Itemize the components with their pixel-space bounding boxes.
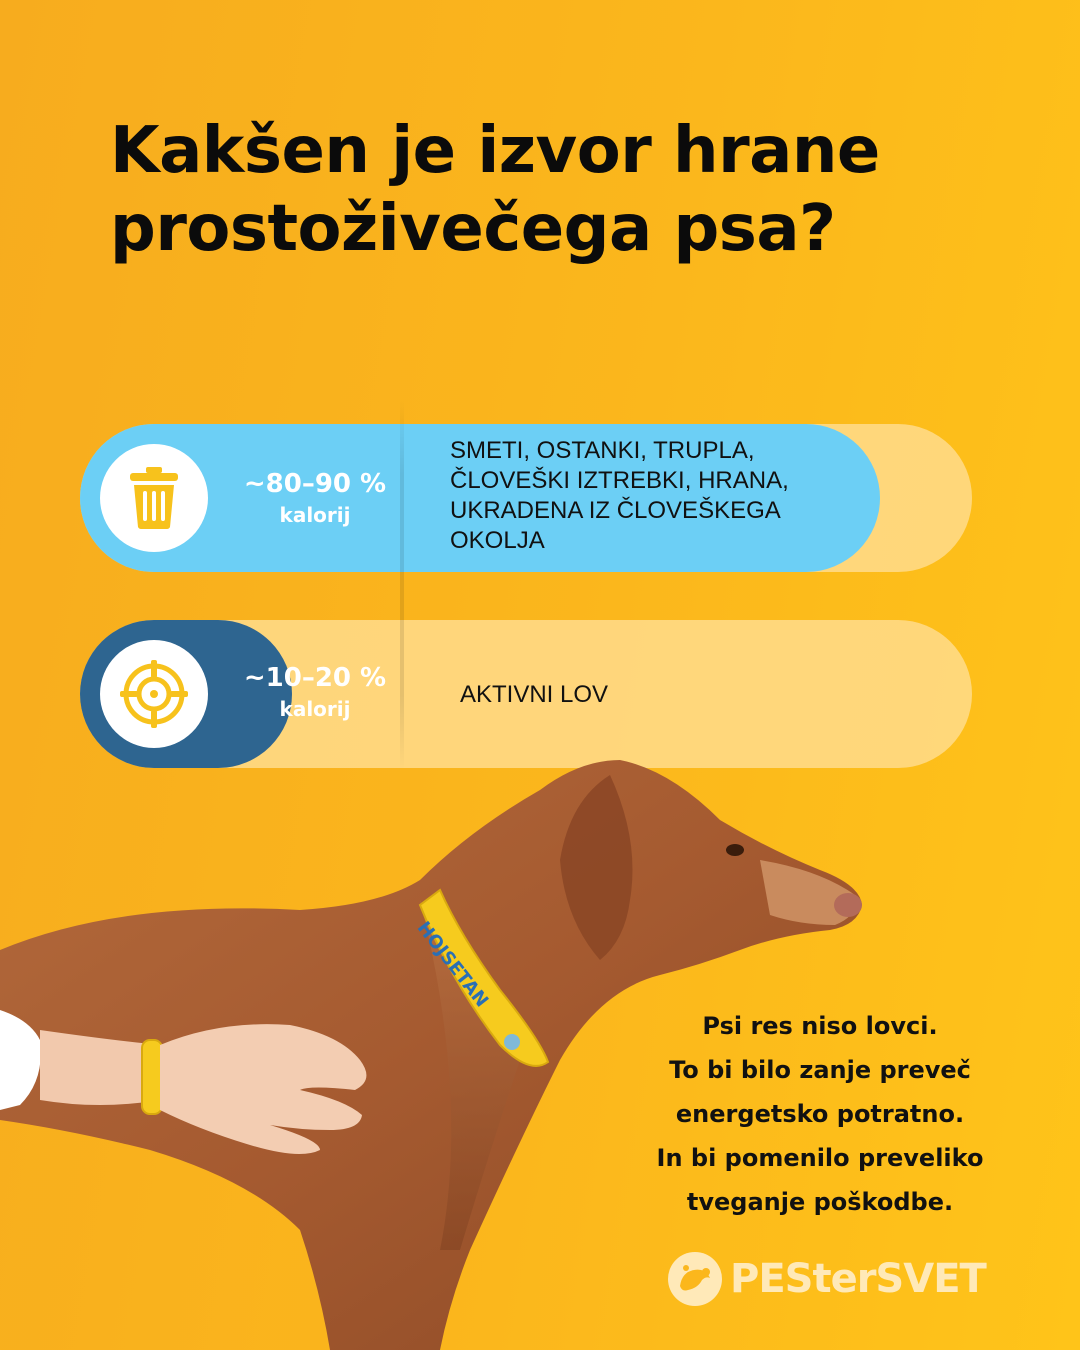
title-line-1: Kakšen je izvor hrane bbox=[110, 114, 880, 188]
collar-text: HOJSETAN bbox=[412, 917, 493, 1012]
row-1-percent-unit: kalorij bbox=[279, 503, 351, 527]
row-1-description-line: OKOLJA bbox=[450, 527, 545, 554]
title-line-2: prostoživečega psa? bbox=[110, 192, 836, 266]
message-text bbox=[600, 1004, 1040, 1224]
row-2-description-line: AKTIVNI LOV bbox=[460, 681, 609, 708]
row-1-description-line: SMETI, OSTANKI, TRUPLA, bbox=[450, 437, 755, 464]
row-2-description bbox=[460, 680, 608, 710]
message-line: tveganje poškodbe. bbox=[686, 1188, 954, 1216]
row-1-description-line: ČLOVEŠKI IZTREBKI, HRANA, bbox=[450, 467, 789, 494]
target-crosshair-icon bbox=[100, 640, 208, 748]
message-line: energetsko potratno. bbox=[675, 1100, 965, 1128]
message-line: In bi pomenilo preveliko bbox=[656, 1144, 984, 1172]
row-1-percent-value: ~80–90 % bbox=[243, 469, 387, 499]
row-2-percent bbox=[230, 662, 400, 724]
row-1-percent bbox=[230, 468, 400, 530]
brand-name: PESterSVET bbox=[730, 1256, 986, 1302]
row-1-description bbox=[450, 436, 789, 556]
row-2-percent-unit: kalorij bbox=[279, 697, 351, 721]
trash-can-icon bbox=[100, 444, 208, 552]
row-1-description-line: UKRADENA IZ ČLOVEŠKEGA bbox=[450, 497, 781, 524]
message-line: Psi res niso lovci. bbox=[702, 1012, 938, 1040]
dog-paw-logo-icon bbox=[666, 1250, 724, 1308]
column-divider bbox=[400, 400, 404, 770]
page-title bbox=[110, 112, 1010, 268]
brand-logo bbox=[666, 1248, 986, 1310]
row-2-percent-value: ~10–20 % bbox=[243, 663, 387, 693]
message-line: To bi bilo zanje preveč bbox=[669, 1056, 971, 1084]
